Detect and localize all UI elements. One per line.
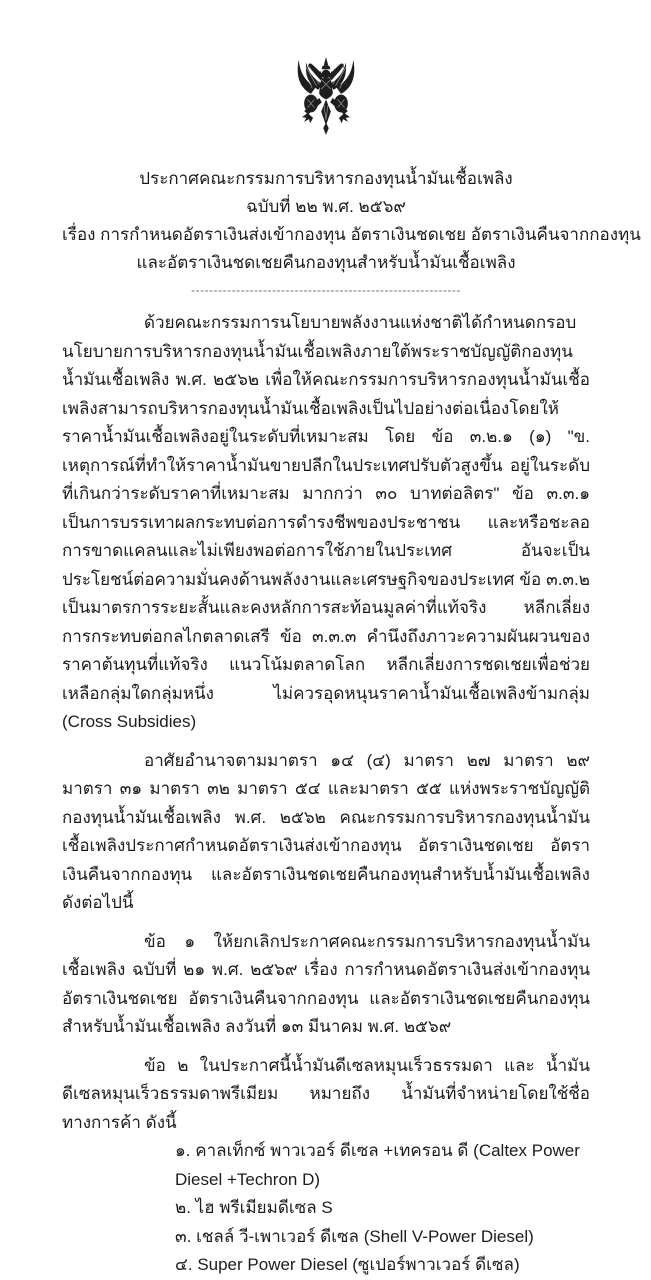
list-item-shell-vpower: ๓. เชลล์ วี-เพาเวอร์ ดีเซล (Shell V-Power Diesel) bbox=[175, 1226, 534, 1246]
list-item-caltex: ๑. คาลเท็กซ์ พาวเวอร์ ดีเซล +เทครอน ดี (Caltex Power Diesel +Techron D) bbox=[175, 1141, 580, 1189]
list-item-super-power: ๔. Super Power Diesel (ซูเปอร์พาวเวอร์ ดีเซล) bbox=[175, 1255, 520, 1274]
paragraph-clause-2: ข้อ ๒ ในประกาศนี้น้ำมันดีเซลหมุนเร็วธรรมดา และ น้ำมันดีเซลหมุนเร็วธรรมดาพรีเมียม หมายถึง น้ำมันที่จำหน่ายโดยใช้ชื่อทางการค้า ดังนี้ bbox=[62, 1055, 590, 1132]
subject-line-2: และอัตราเงินชดเชยคืนกองทุนสำหรับน้ำมันเชื้อเพลิง bbox=[136, 253, 516, 272]
subject-line-1: เรื่อง การกำหนดอัตราเงินส่งเข้ากองทุน อัตราเงินชดเชย อัตราเงินคืนจากกองทุน bbox=[62, 225, 641, 244]
paragraph-legal-authority: อาศัยอำนาจตามมาตรา ๑๔ (๔) มาตรา ๒๗ มาตรา ๒๙ มาตรา ๓๑ มาตรา ๓๒ มาตรา ๕๔ และมาตรา ๕๕ แห่งพระราชบัญญัติกองทุนน้ำมันเชื้อเพลิง พ.ศ. ๒๕๖๒ คณะกรรมการบริหารกองทุนน้ำมันเชื้อเพลิงประกาศกำหนดอัตราเงินส่งเข้ากองทุน อัตราเงินชดเชย อัตราเงินคืนจากกองทุน และอัตราเงินชดเชยคืนกองทุนสำหรับน้ำมันเชื้อเพลิง ดังต่อไปนี้ bbox=[62, 750, 590, 912]
paragraph-clause-1: ข้อ ๑ ให้ยกเลิกประกาศคณะกรรมการบริหารกองทุนน้ำมันเชื้อเพลิง ฉบับที่ ๒๑ พ.ศ. ๒๕๖๙ เรื่อง การกำหนดอัตราเงินส่งเข้ากองทุน อัตราเงินชดเชย อัตราเงินคืนจากกองทุน และอัตราเงินชดเชยคืนกองทุนสำหรับน้ำมันเชื้อเพลิง ลงวันที่ ๑๓ มีนาคม พ.ศ. ๒๕๖๙ bbox=[62, 931, 590, 1036]
garuda-emblem-icon bbox=[285, 52, 367, 149]
list-item-hi-premium: ๒. ไฮ พรีเมียมดีเซล S bbox=[175, 1198, 333, 1217]
title-block bbox=[62, 165, 641, 277]
emblem-container bbox=[62, 0, 590, 149]
paragraph-policy-preamble: ด้วยคณะกรรมการนโยบายพลังงานแห่งชาติได้กำหนดกรอบนโยบายการบริหารกองทุนน้ำมันเชื้อเพลิงภายใต้พระราชบัญญัติกองทุนน้ำมันเชื้อเพลิง พ.ศ. ๒๕๖๒ เพื่อให้คณะกรรมการบริหารกองทุนน้ำมันเชื้อเพลิงสามารถบริหารกองทุนน้ำมันเชื้อเพลิงเป็นไปอย่างต่อเนื่องโดยให้ราคาน้ำมันเชื้อเพลิงอยู่ในระดับที่เหมาะสม โดย ข้อ ๓.๒.๑ (๑) "ข. เหตุการณ์ที่ทำให้ราคาน้ำมันขายปลีกในประเทศปรับตัวสูงขึ้น อยู่ในระดับที่เกินกว่าระดับราคาที่เหมาะสม มากกว่า ๓๐ บาทต่อลิตร" ข้อ ๓.๓.๑ เป็นการบรรเทาผลกระทบต่อการดำรงชีพของประชาชน และหรือชะลอการขาดแคลนและไม่เพียงพอต่อการใช้ภายในประเทศ อันจะเป็นประโยชน์ต่อความมั่นคงด้านพลังงานและเศรษฐกิจของประเทศ ข้อ ๓.๓.๒ เป็นมาตรการระยะสั้นและคงหลักการสะท้อนมูลค่าที่แท้จริง หลีกเลี่ยงการกระทบต่อกลไกตลาดเสรี ข้อ ๓.๓.๓ คำนึงถึงภาวะความผันผวนของราคาต้นทุนที่แท้จริง แนวโน้มตลาดโลก หลีกเลี่ยงการชดเชยเพื่อช่วยเหลือกลุ่มใดกลุ่มหนึ่ง ไม่ควรอุดหนุนราคาน้ำมันเชื้อเพลิงข้ามกลุ่ม (Cross Subsidies) bbox=[62, 313, 591, 731]
announcement-issue-number: ฉบับที่ ๒๒ พ.ศ. ๒๕๖๙ bbox=[246, 197, 406, 216]
announcement-title: ประกาศคณะกรรมการบริหารกองทุนน้ำมันเชื้อเพลิง bbox=[139, 169, 513, 188]
document-body bbox=[62, 309, 590, 1280]
dashed-divider: ------------------------------------------------------------ bbox=[191, 283, 461, 297]
diesel-trade-name-list bbox=[175, 1137, 590, 1280]
